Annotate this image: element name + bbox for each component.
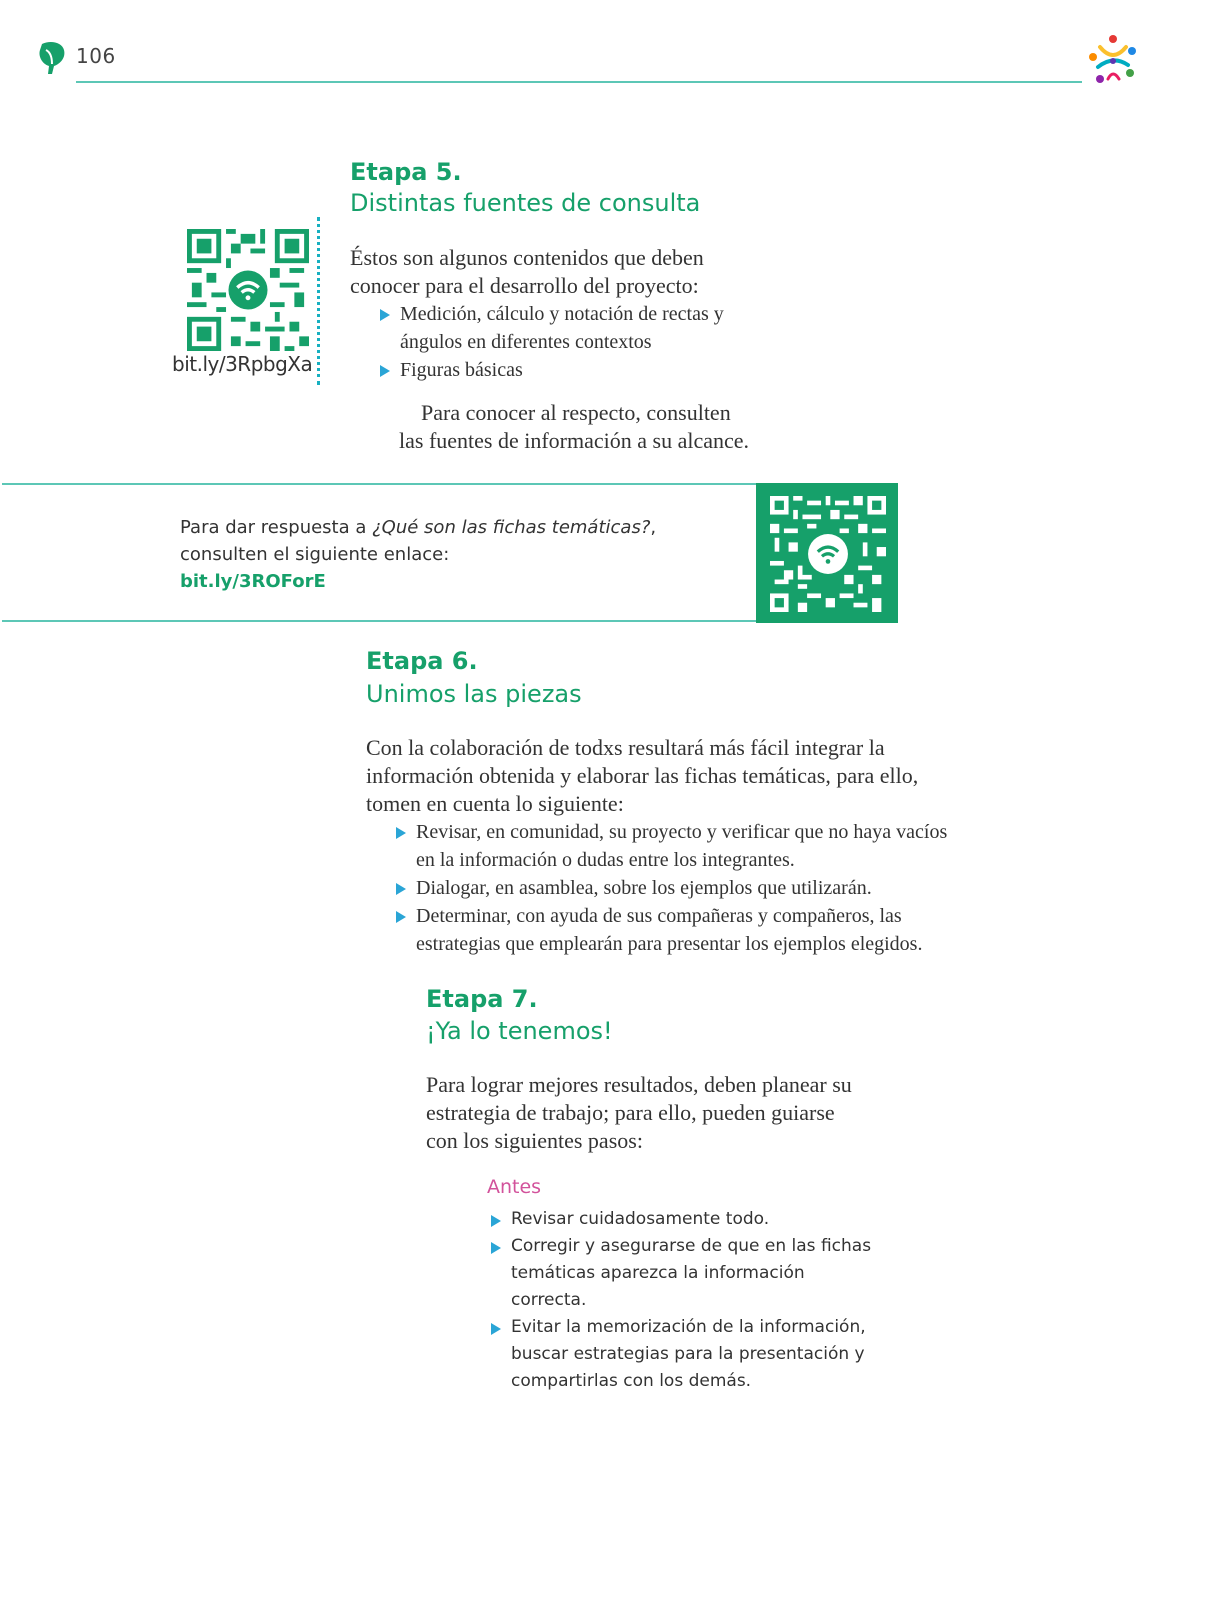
list-item: Determinar, con ayuda de sus compañeras y compañeros, las estrategias que emplearán para presentar los ejemplos elegidos.: [392, 902, 954, 958]
antes-label: Antes: [487, 1176, 542, 1198]
qr-code-icon[interactable]: [770, 496, 886, 612]
stage5-bullet-list: [376, 300, 756, 384]
band-top-rule: [2, 483, 758, 485]
stage5-number: Etapa 5.: [350, 158, 462, 186]
list-item: Revisar cuidadosamente todo.: [487, 1206, 877, 1233]
stage7-title: ¡Ya lo tenemos!: [426, 1017, 613, 1045]
stage6-bullet-list: [392, 818, 954, 958]
stage5-intro-line1: Éstos son algunos contenidos que deben: [350, 245, 704, 270]
list-item: Evitar la memorización de la información, buscar estrategias para la presentación y compartirlas con los demás.: [487, 1314, 877, 1395]
stage6-intro: Con la colaboración de todxs resultará más fácil integrar la información obtenida y elaborar las fichas temáticas, para ello, tomen en cuenta lo siguiente:: [366, 735, 919, 816]
stage6-title: Unimos las piezas: [366, 680, 582, 708]
stage5-closing-line1: Para conocer al respecto, consulten: [421, 400, 731, 425]
stage7-intro: Para lograr mejores resultados, deben planear su estrategia de trabajo; para ello, pueden guiarse con los siguientes pasos:: [426, 1072, 852, 1153]
link-box-text: [180, 514, 656, 595]
list-item: Medición, cálculo y notación de rectas y ángulos en diferentes contextos: [376, 300, 756, 356]
stage6-number: Etapa 6.: [366, 647, 478, 675]
stage7-number: Etapa 7.: [426, 985, 538, 1013]
stage5-title: Distintas fuentes de consulta: [350, 189, 701, 217]
link-box-line2: consulten el siguiente enlace:: [180, 544, 450, 565]
community-logo-icon: [1086, 33, 1140, 87]
qr-code-icon[interactable]: [187, 229, 309, 351]
band-bottom-rule: [2, 620, 758, 622]
link-box-text-before: Para dar respuesta a: [180, 517, 373, 538]
link-box-url[interactable]: bit.ly/3ROForE: [180, 571, 326, 592]
list-item: Figuras básicas: [376, 356, 756, 384]
list-item: Dialogar, en asamblea, sobre los ejemplos que utilizarán.: [392, 874, 954, 902]
list-item: Corregir y asegurarse de que en las fichas temáticas aparezca la información correcta.: [487, 1233, 877, 1314]
link-box-question: ¿Qué son las fichas temáticas?: [372, 517, 651, 538]
link-box-text-after: ,: [650, 517, 657, 538]
dotted-divider: [317, 217, 320, 385]
stage5-closing-line2: las fuentes de información a su alcance.: [399, 428, 750, 453]
qr-url-label[interactable]: bit.ly/3RpbgXa: [172, 352, 313, 376]
leaf-icon: [36, 40, 68, 74]
page-number: 106: [76, 44, 116, 68]
list-item: Revisar, en comunidad, su proyecto y verificar que no haya vacíos en la información o dudas entre los integrantes.: [392, 818, 954, 874]
header-rule: [76, 81, 1082, 83]
stage5-intro-line2: conocer para el desarrollo del proyecto:: [350, 273, 699, 298]
antes-list: [487, 1206, 877, 1395]
